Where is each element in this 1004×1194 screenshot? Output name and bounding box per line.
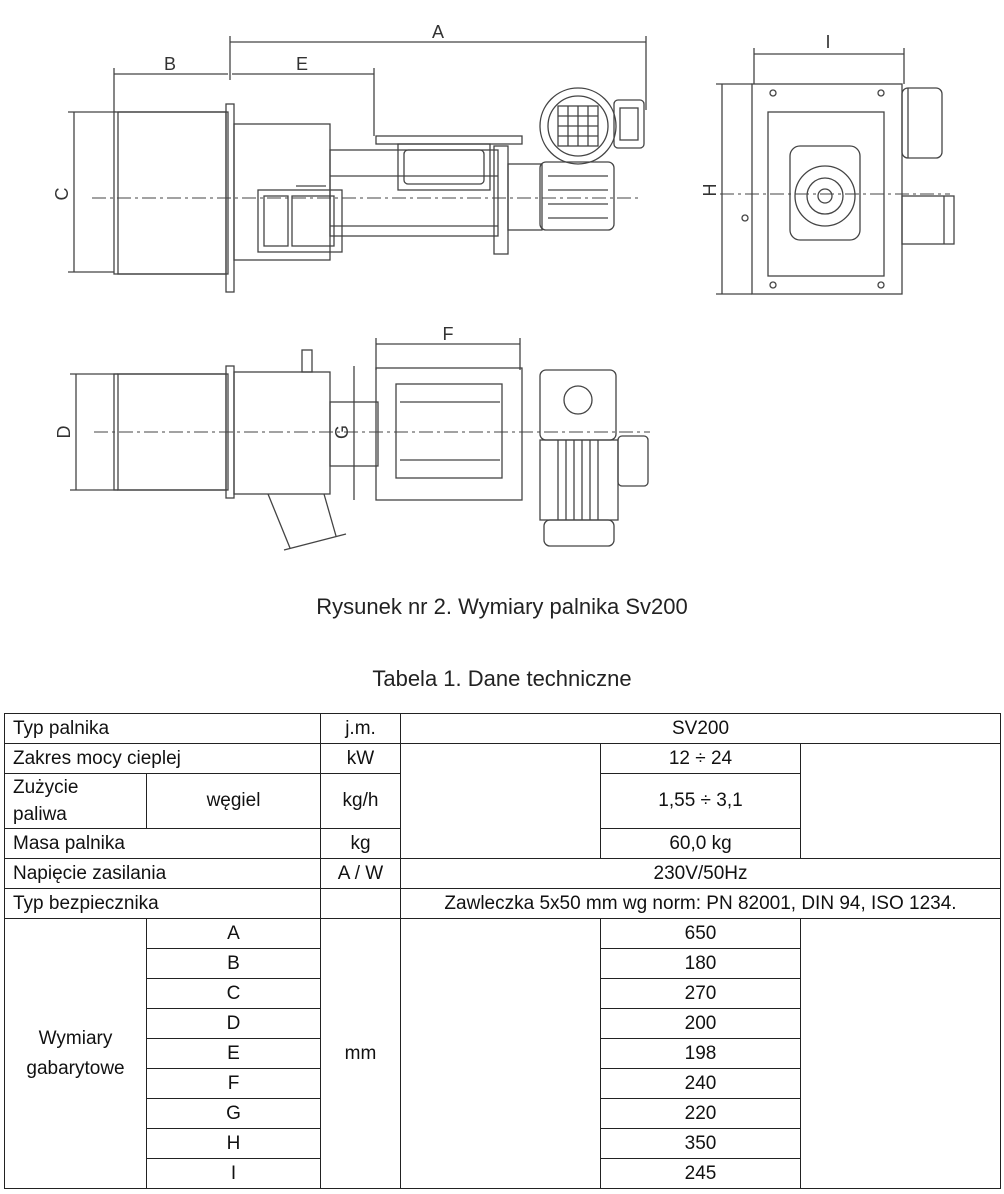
dim-label-a: A [431,22,445,42]
unit-fuel: kg/h [321,774,401,829]
value-fuel: 1,55 ÷ 3,1 [601,774,801,829]
table-row-fuse [5,889,1001,919]
front-view [716,48,954,294]
param-dimensions: Wymiary gabarytowe [5,919,147,1189]
param-fuel-type: węgiel [147,774,321,829]
blank-cell [801,919,1001,1189]
blank-cell [801,744,1001,859]
blank-cell [401,919,601,1189]
side-view [68,36,646,292]
dimension-label: G [147,1099,321,1129]
value-burner-model: SV200 [401,714,1001,744]
figure-caption: Rysunek nr 2. Wymiary palnika Sv200 [316,594,688,619]
dim-label-h: H [700,183,720,197]
dimension-label: F [147,1069,321,1099]
value-mass: 60,0 kg [601,829,801,859]
dimension-label: I [147,1159,321,1189]
table-caption: Tabela 1. Dane techniczne [372,666,632,691]
dim-label-d: D [54,425,74,439]
table-row-header [5,714,1001,744]
unit-header: j.m. [321,714,401,744]
dimension-label: H [147,1129,321,1159]
value-power: 12 ÷ 24 [601,744,801,774]
value-fuse: Zawleczka 5x50 mm wg norm: PN 82001, DIN 94, ISO 1234. [401,889,1001,919]
unit-dimensions: mm [321,919,401,1189]
unit-power: kW [321,744,401,774]
value-voltage: 230V/50Hz [401,859,1001,889]
dimension-value: 245 [601,1159,801,1189]
dimension-value: 650 [601,919,801,949]
technical-drawing [0,0,1004,570]
dim-label-f: F [442,324,454,344]
table-row-power [5,744,1001,774]
dimension-value: 240 [601,1069,801,1099]
param-fuse: Typ bezpiecznika [5,889,321,919]
dimension-label: E [147,1039,321,1069]
dim-label-c: C [52,187,72,201]
dimension-label: A [147,919,321,949]
table-row-voltage [5,859,1001,889]
unit-voltage: A / W [321,859,401,889]
table-row [5,919,1001,949]
param-fuel: Zużycie paliwa [5,774,147,829]
dimension-value: 198 [601,1039,801,1069]
param-power: Zakres mocy cieplej [5,744,321,774]
dim-label-e: E [295,54,309,74]
dim-label-g: G [332,424,352,440]
dim-label-b: B [163,54,177,74]
dimension-value: 350 [601,1129,801,1159]
unit-fuse [321,889,401,919]
dimension-label: B [147,949,321,979]
blank-cell [401,744,601,859]
unit-mass: kg [321,829,401,859]
dimension-value: 180 [601,949,801,979]
param-mass: Masa palnika [5,829,321,859]
param-burner-type: Typ palnika [5,714,321,744]
dimension-value: 200 [601,1009,801,1039]
dim-label-i: I [825,32,831,52]
dimension-value: 270 [601,979,801,1009]
technical-data-table [4,713,1001,1189]
param-voltage: Napięcie zasilania [5,859,321,889]
top-view [70,338,650,550]
dimension-label: D [147,1009,321,1039]
dimension-label: C [147,979,321,1009]
dimension-value: 220 [601,1099,801,1129]
